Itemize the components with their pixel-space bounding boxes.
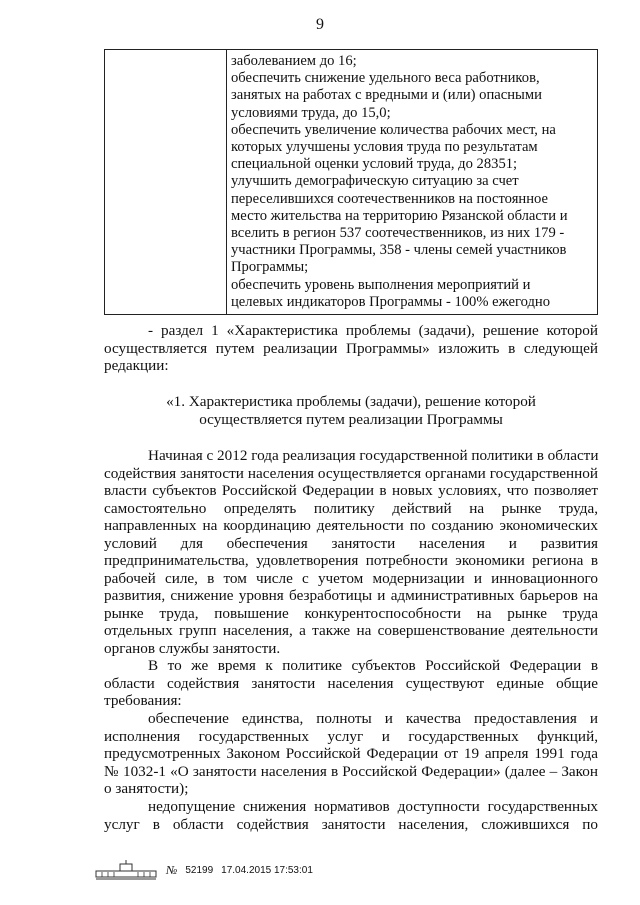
text-line: обеспечение единства, полноты и качества предоставления и: [148, 710, 598, 727]
table-line: переселившихся соотечественников на постоянное: [231, 190, 548, 207]
text-line: услуг в области содействия занятости населения, сложившихся по: [104, 815, 598, 833]
continued-table: [104, 49, 598, 315]
text-line: отдельных групп населения, а также на совершенствование деятельности: [104, 622, 598, 639]
text-line: самостоятельно определять политику действий на рынке труда,: [104, 499, 598, 517]
text-line: органов службы занятости.: [104, 639, 281, 657]
text-line: предусмотренных Законом Российской Федерации от 19 апреля 1991 года: [104, 745, 598, 762]
text-line: осуществляется путем реализации Программы» изложить в следующей: [104, 339, 598, 357]
paragraph-4: [104, 798, 598, 833]
text-line: власти субъектов Российской Федерации в новых условиях, что позволяет: [104, 482, 598, 499]
table-right-cell: [227, 50, 597, 314]
text-line: № 1032-1 «О занятости населения в Российской Федерации» (далее – Закон: [104, 762, 598, 780]
heading-line: осуществляется путем реализации Программы: [199, 410, 503, 428]
document-footer: [94, 859, 313, 881]
text-line: недопущение снижения нормативов доступности государственных: [148, 798, 598, 815]
text-line: содействия занятости населения осуществляется органами государственной: [104, 464, 598, 482]
text-line: Начиная с 2012 года реализация государственной политики в области: [148, 447, 599, 464]
text-line: направленных на координацию деятельности по созданию экономических: [104, 517, 598, 534]
text-line: рынке труда, повышение конкурентоспособности на рынке труда: [104, 604, 598, 622]
text-line: - раздел 1 «Характеристика проблемы (задачи), решение которой: [148, 322, 598, 339]
table-line: обеспечить уровень выполнения мероприятий и: [231, 276, 531, 293]
registry-building-icon: [94, 859, 158, 881]
text-line: предпринимательства, удовлетворения потребности экономики региона в: [104, 552, 598, 569]
document-id: 52199: [185, 864, 214, 876]
table-line: условиями труда, до 15,0;: [231, 104, 391, 121]
text-line: развития, снижение уровня безработицы и административных барьеров на: [104, 587, 598, 604]
table-line: специальной оценки условий труда, до 28351;: [231, 156, 518, 173]
text-line: требования:: [104, 692, 182, 709]
table-left-cell: [105, 50, 227, 314]
amendment-instruction: [104, 322, 598, 375]
heading-line: «1. Характеристика проблемы (задачи), решение которой: [166, 393, 536, 410]
table-line: которых улучшены условия труда по результатам: [231, 139, 538, 156]
table-line: вселить в регион 537 соотечественников, из них 179 -: [231, 225, 565, 242]
text-line: о занятости);: [104, 780, 189, 797]
text-line: области содействия занятости населения существуют единые общие: [104, 674, 598, 692]
table-line: место жительства на территорию Рязанской области и: [231, 207, 568, 224]
paragraph-2: [104, 657, 598, 710]
table-line: улучшить демографическую ситуацию за счет: [231, 173, 519, 190]
text-line: условий для обеспечения занятости населения и развития: [104, 534, 598, 552]
section-heading: [104, 393, 598, 428]
text-line: редакции:: [104, 357, 169, 374]
table-line: заболеванием до 16;: [231, 53, 357, 69]
paragraph-1: [104, 447, 598, 657]
text-line: В то же время к политике субъектов Российской Федерации в: [148, 657, 598, 674]
page-number: 9: [316, 16, 324, 33]
table-line: участники Программы, 358 - члены семей участников: [231, 242, 567, 259]
table-line: занятых на работах с вредными и (или) опасными: [231, 87, 542, 104]
number-mark: №: [166, 862, 178, 877]
table-line: Программы;: [231, 259, 309, 276]
table-line: обеспечить снижение удельного веса работников,: [231, 70, 540, 87]
table-line: целевых индикаторов Программы - 100% ежегодно: [231, 293, 551, 310]
paragraph-3: [104, 710, 598, 798]
table-line: обеспечить увеличение количества рабочих мест, на: [231, 121, 556, 138]
text-line: исполнения государственных услуг и государственных функций,: [104, 727, 598, 745]
text-line: рабочей силе, в том числе с учетом модернизации и инновационного: [104, 569, 598, 587]
document-timestamp: 17.04.2015 17:53:01: [221, 864, 313, 876]
